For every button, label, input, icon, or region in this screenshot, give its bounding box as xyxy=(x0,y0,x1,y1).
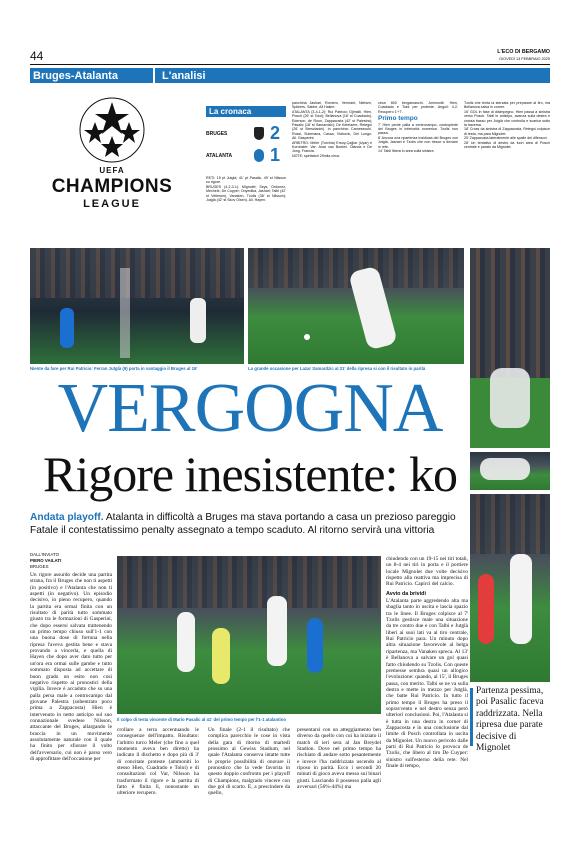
team-away-name: ATALANTA xyxy=(206,153,233,159)
photo-jutgla-goal xyxy=(30,248,244,364)
photo-side-bottom xyxy=(470,494,550,682)
page-number: 44 xyxy=(30,49,44,63)
newspaper-name: L'ECO DI BERGAMO xyxy=(497,49,550,55)
byline-place: BRUGES xyxy=(30,564,49,569)
first-half-min25: 25' Zappacosta lateralmente alle spalle dei difensori. xyxy=(464,136,548,141)
logo-text-league: LEAGUE xyxy=(83,198,141,210)
cronaca-col3 xyxy=(378,101,458,153)
cronaca-reti: RETI: 15 pt Jutglà, 41' pt Pasalic, 49' st Nilsson su rigore. xyxy=(206,176,286,185)
deck xyxy=(30,512,468,537)
header-rule xyxy=(30,64,550,65)
first-half-min15: 15' GOL in fase di disimpegno. Hien passa a sinistra verso Posch. Tabli in anticipo, avanza sulla destra e crossa basso per Jutglà che controlla e scarica sotto la traversa. xyxy=(464,109,550,128)
cronaca-title: La cronaca xyxy=(209,107,252,116)
scoreboard xyxy=(206,123,286,170)
photo-samardzic-chance xyxy=(248,248,464,364)
atalanta-crest-icon xyxy=(254,149,264,162)
headline-main: VERGOGNA xyxy=(57,370,443,447)
first-half-min18: 18' Cross da sinistra di Zappacosta, Retegui colpisce di testa, ma para Mignolet. xyxy=(464,127,550,136)
cronaca-col2 xyxy=(292,101,372,158)
first-half-title: Primo tempo xyxy=(378,115,418,123)
cronaca-col4-intro: Tzolis che tenta la sterzata per preparare al tiro, ma Bellanova salva in corner. xyxy=(464,101,550,110)
cronaca-referee: ARBITRO: Meler (Turchia) Ersoy-Çağlar (Uyar) e Kordoster. Var: Anar van Boekel. Olanda e De Jong. Francia. xyxy=(292,140,372,154)
article-col5 xyxy=(386,556,468,842)
deck-kicker: Andata playoff. xyxy=(30,512,104,523)
side-caption: Partenza pessima, poi Pasalic faceva raddrizzata. Nella ripresa due parate decisive di Mignolet xyxy=(476,686,544,754)
article-text-col5a: chiudendo con un 19-15 nei tiri totali, un 8-4 nei tiri in porta e il portiere locale Mignolet due volte decisivo rispetto alla reattiva ma imprecisa di Rui Patricio. Capirci del calcio. xyxy=(386,556,468,588)
byline-author: PIERO VAILATI xyxy=(30,558,62,563)
article-col2 xyxy=(117,727,199,842)
caption-photo-jutgla: Niente da fare per Rui Patricio: Ferran Jutglà (9) porta in vantaggio il Bruges al 15' xyxy=(30,366,198,371)
photo-pasalic-header xyxy=(117,556,381,714)
team-home-score: 2 xyxy=(270,123,281,143)
first-half-min14: 14' Tabli libera in area sulla sinistra xyxy=(378,149,434,154)
section-label-analysis: L'analisi xyxy=(162,70,206,82)
section-label-match: Bruges-Atalanta xyxy=(33,70,118,82)
headline-sub: Rigore inesistente: ko xyxy=(42,446,458,502)
team-away-score: 1 xyxy=(270,145,281,165)
issue-date: GIOVEDÌ 13 FEBBRAIO 2025 xyxy=(499,57,550,61)
first-half-min7: 7' Hien perde palla a centrocampo, contropiede del Bruges in inferiorità numerica. Tzolis non passa. xyxy=(378,122,458,136)
cronaca-col1 xyxy=(206,176,286,202)
cronaca-bench-note: panchina Jashari, Romero, Vermant, Nielsen, Spileers, Sabbe, Ali Hakim. xyxy=(292,101,372,110)
caption-photo-pasalic: Il colpo di testa vincente di Mario Pasalic al 41' del primo tempo per l'1-1 atalantino xyxy=(117,717,286,722)
caption-photo-samardzic: La grande occasione per Lazar Samardzic al 21' della ripresa si con il risultato in parità xyxy=(248,366,426,371)
team-home-name: BRUGES xyxy=(206,131,228,137)
cronaca-atalanta-lineup: ATALANTA (3-4-1-2): Rui Patricio; Djimsiti, Hien, Posch (26' st Toloi); Bellanova (18' st Cuadrado), Ederson, de Roon, Zappacosta (42' st Palestra); Pasalic (18' st Samardzic); De Ketelaere, Retegui (26' st Brescianini). In panchina: Carnesecchi, Rossi, Sulemana, Cassa, Vlahovic, Del Lungo. All. Gasperini. xyxy=(292,109,372,141)
cronaca-col4 xyxy=(464,101,550,149)
photo-side-middle xyxy=(470,452,550,490)
byline xyxy=(30,552,100,570)
logo-text-champions: CHAMPIONS xyxy=(51,176,173,197)
bruges-crest-icon xyxy=(254,127,264,140)
photo-side-top xyxy=(470,248,550,448)
byline-from: DALL'INVIATO xyxy=(30,552,59,557)
article-col4 xyxy=(297,727,381,842)
article-text-col3: Un finale (2-1 il risultato) che complica parecchio le cose in vista della gara di ritorno di martedì prossimo al Gewiss Stadium, nel quale l'Atalanta conserva intatte tutte le proprie possibilità di onorare il pronostico che la vede favorita in questo doppio confronto per i playoff di Champions, malgrado vincere con due gol di scarto. E, a prescindere da quello, xyxy=(208,727,290,797)
deck-text: Atalanta in difficoltà a Bruges ma stava portando a casa un prezioso pareggio Fatale il contestatissimo penalty assegnato a tempo scaduto. Al ritorno servirà una vittoria xyxy=(30,512,456,536)
cronaca-bruges-lineup: BRUGES (4-2-3-1): Mignolet; Seys, Ordonez, Mechele, De Cuyper; Onyedika, Jashari; Talbi (42' st Vetlesen), Vanaken, Tzolis (38' st Nilsson); Jutglà (42' st Skov Olsen). All. Hayen. xyxy=(206,184,286,203)
article-text-col2: crollare a terra accentuando le conseguenze dell'impatto. Risultato: l'arbitro turco Meler (che fino a quel momento aveva ben diretto) ha indicato il dischetto e dopo più di 3' di concitate proteste (ammoniti lo stesso Hien, Cuadrado e Toloi) e di consultazioni col Var, Nilsson ha trasformato il rigore e la partita di fatto è finita lì, nonostante un ulteriore recupero. xyxy=(117,727,199,797)
logo-text-uefa: UEFA xyxy=(99,166,125,175)
cronaca-attendance: circa 800 bergamaschi. Ammoniti: Hien, Cuadrado e Toloi per proteste. Angoli: 4-2. Recupero 1'+7'. xyxy=(378,101,458,114)
article-col3 xyxy=(208,727,290,842)
side-caption-rule xyxy=(470,688,473,746)
first-half-min28: 28' Un tentativo di destro da fuori area di Posch centrale e parato da Mignolet. xyxy=(464,140,550,150)
section-divider xyxy=(153,68,155,83)
article-subhead: Avvio da brividi xyxy=(386,590,426,597)
first-half-min8: 8' Ancora una ripartenza insidiosa del Bruges con Jutglà, Jashari e Tzolis che non riesce a deviare in rete. xyxy=(378,135,458,149)
cronaca-notes: NOTE: spettatori 29mila circa. xyxy=(292,153,340,158)
champions-league-logo xyxy=(32,94,192,224)
article-col1 xyxy=(30,572,112,840)
article-text-col4: presentarsi con un atteggiamento ben diverso da quello con cui ha iniziato il match di ieri sera al Jan Breydel Stadion. Dove nel primo tempo ha rischiato di andare sotto pesantemente e invece l'ha raddrizzata uscendo al riposo in parità. Ecco i secondi 20 minuti di gioco aveva messo sui binari giusti. Lasciando il possesso palla agli avversari (56%-44%) ma xyxy=(297,727,381,791)
article-text-col1: Un rigore assurdo decide una partita strana, fra il Bruges che non ti aspetti (in positivo) e l'Atalanta che non ti aspetti (in negativo). Un episodio decisivo, in pieno recupero, quando la partita era ormai finita con un risultato di parità tutto sommato giusto tra le formazioni di Gasperini, che dopo essersi salvata trattenendo un primo tempo chiuso sull'1-1 con una buona dose di fortuna nella ripresa l'aveva gestita bene e stava provando a vincerla, e quella di Hayen che dopo aver dato tutto per un'ora era ormai sulle gambe e tutto sommato disposta ad accettare di buon grado un esito non così negativo rispetto ai pronostici della vigilia. Invece è accaduto che su una palla persa male a centrocampo dal giovane Palestra (subentrato poco prima a Zappacosta) Hien è intervenuto in netto anticipo sul suo connazionale svedese Nilsson, attaccante del Bruges, allargando le braccia in un movimento assolutamente naturale con il quale ha finito per sfiorare il volto dell'avversario, cui non è parso vero di approfittare dell'occasione per xyxy=(30,572,112,762)
article-text-col5b: L'Atalanta parte aggredendo alta ma sbaglia tanto in uscita e lascia spazio tra le linee. Il Bruges colpisce al 7' Tzolis gestisce male una situazione da tre contro due e con Talbi e Jutglà liberi ai suoi lati va al tiro centrale, Rui Patricio para. Un minuto dopo altra situazione favorevole al belga ripartenza, ma Vanaken spreca. Al 13' è Bellanova a salvare un gol quasi fatto chiudendo su Tzolis. Con queste premesse sembra quasi un allogico l'evoluzione: quando, al 15', il Bruges passa, con merito. Talbi se ne va sulla destra e mette in mezzo per Jutglà, che batte Rui Patricio. In tutto il primo tempo il Bruges ha preso il sopravvento e nel destro senza però ulteriori conclusioni. Poi, l'Atalanta si è tutta in una destra in corner di Zappacosta e in una conclusione dal limite di Posch controllata in uscita da Mignolet. Un nuovo pericolo dalle parti di Rui Patricio lo provoca de Tzolis, che libero al tiro De Cuyper: sinistro sull'esterno della rete. Nel finale di tempo, xyxy=(386,598,468,769)
starball-icon xyxy=(77,96,147,164)
